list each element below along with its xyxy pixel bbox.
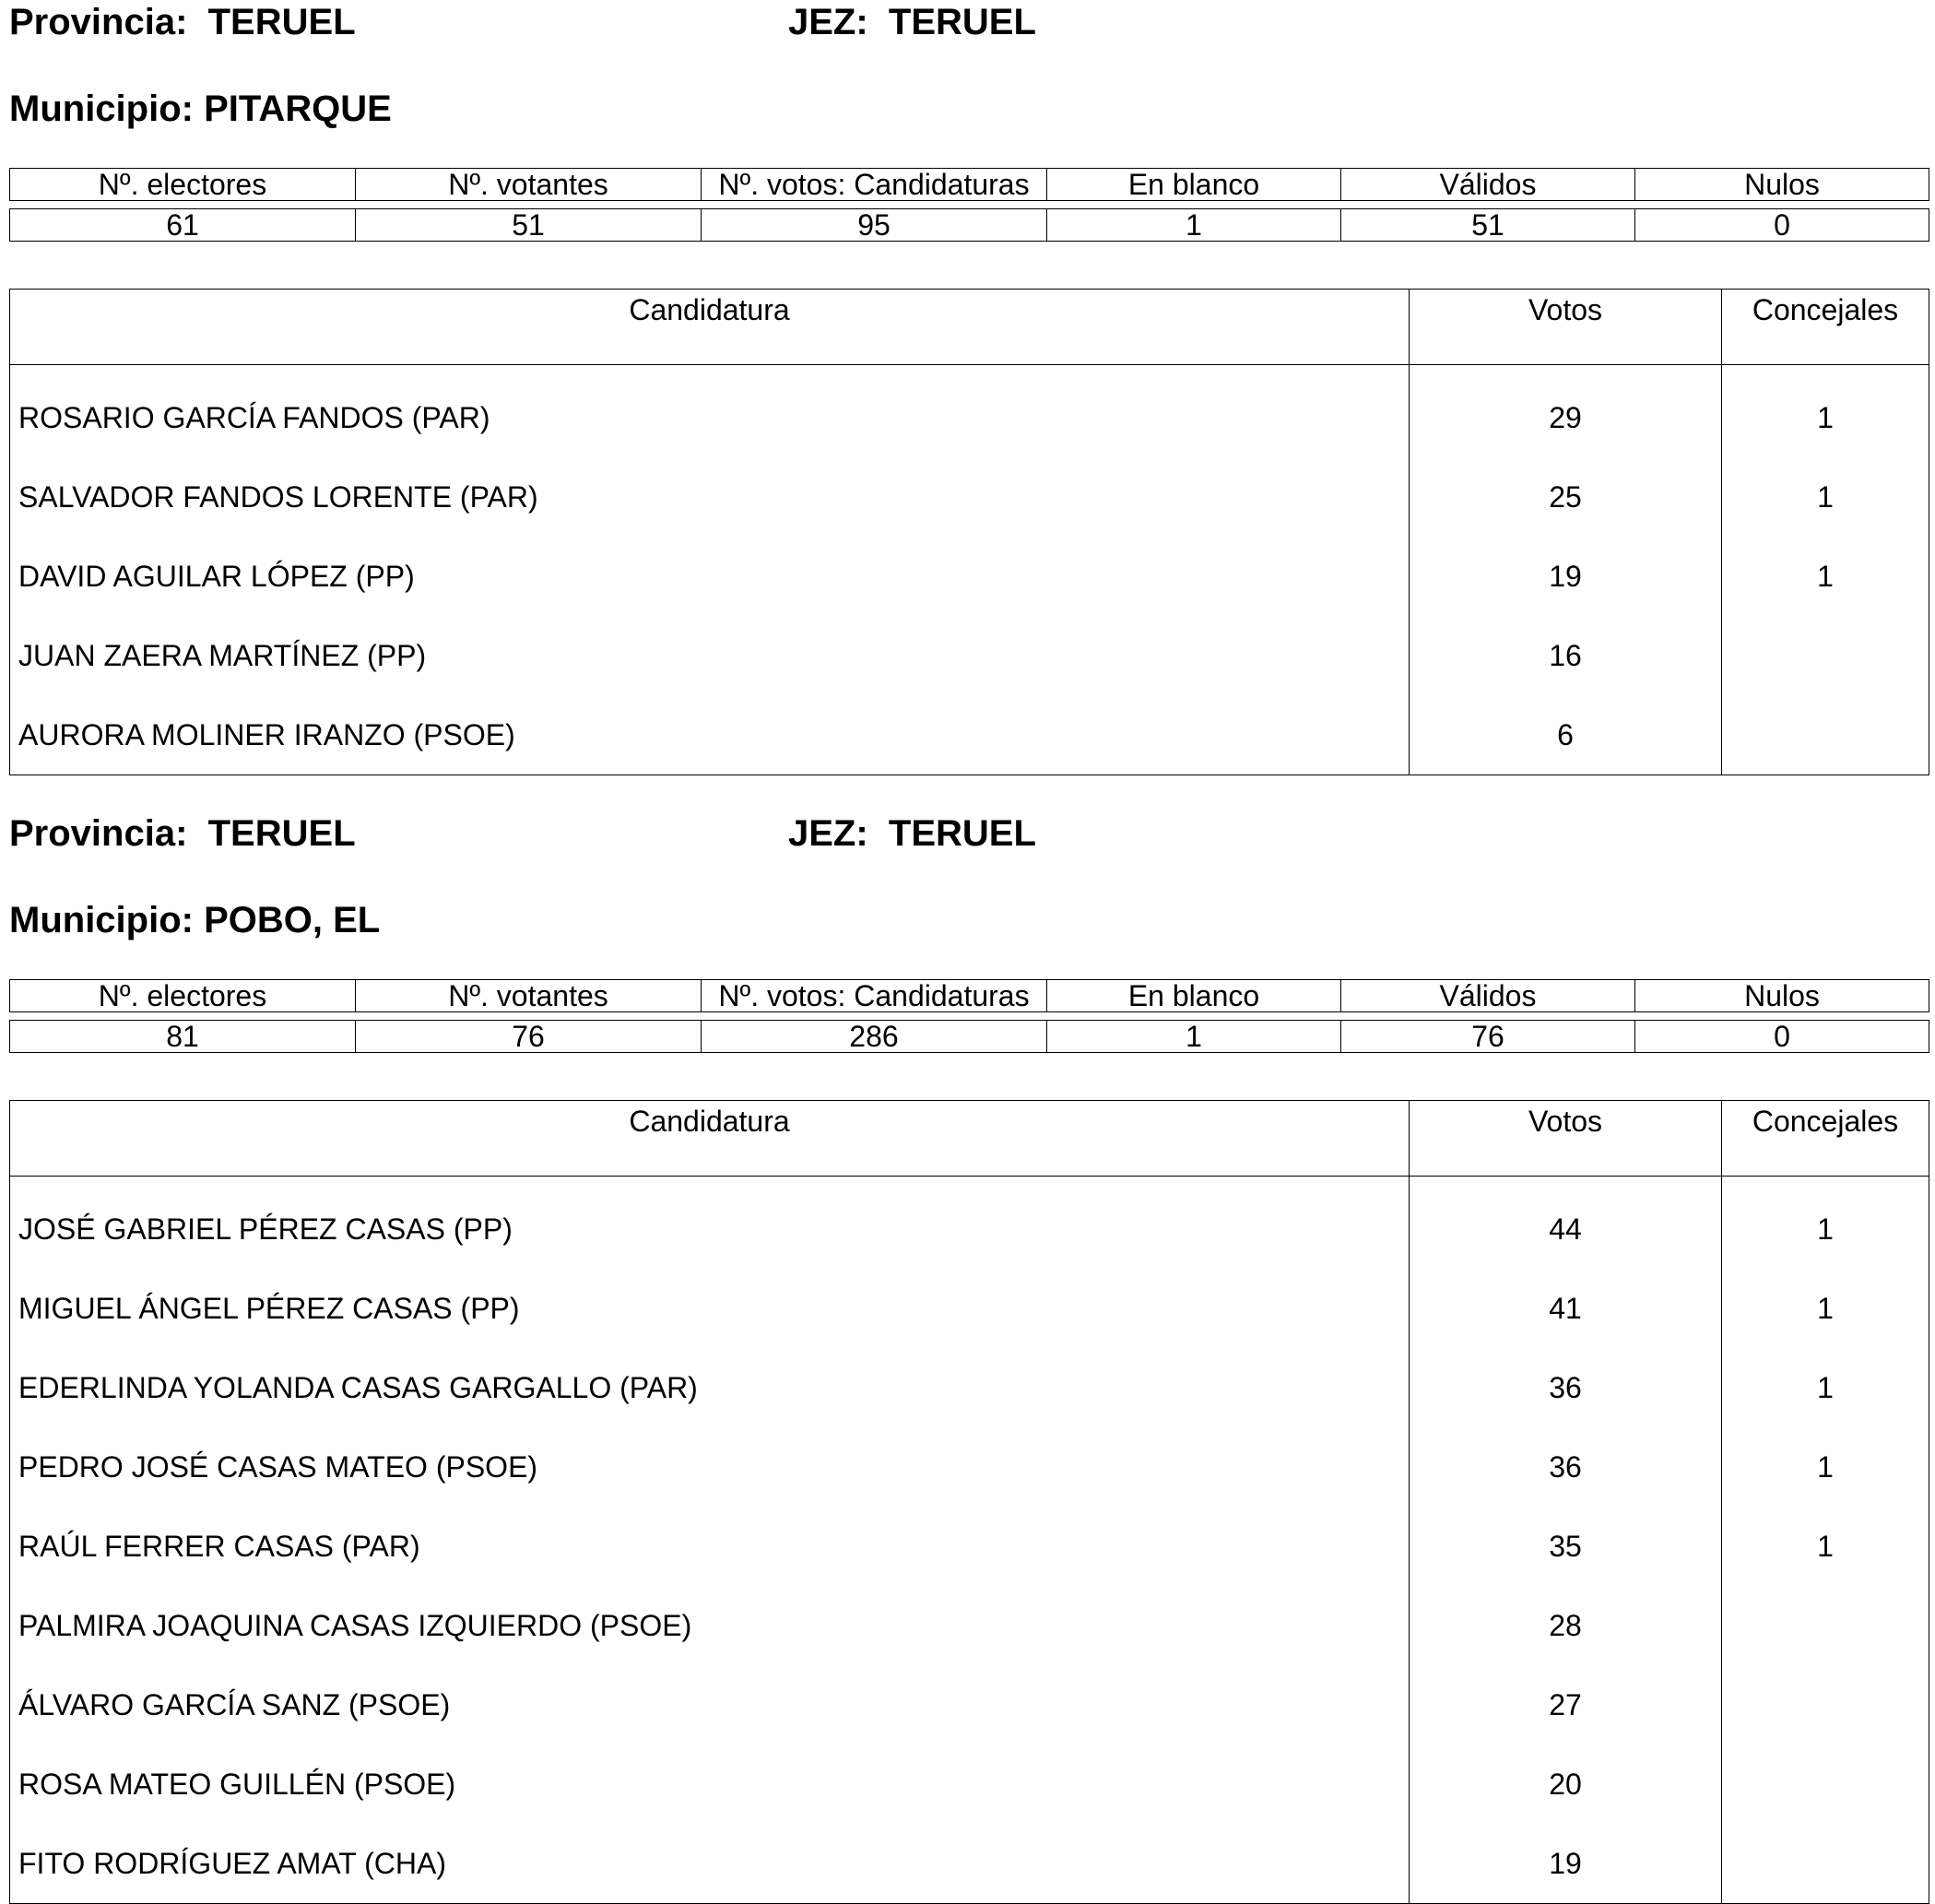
summary-value: 0 xyxy=(1635,209,1929,242)
candidate-votos: 19 xyxy=(1410,537,1722,616)
summary-values-row xyxy=(10,1021,1929,1053)
candidatura-header: Candidatura xyxy=(10,290,1410,365)
candidate-concejales xyxy=(1722,695,1929,775)
candidates-table xyxy=(9,1100,1929,1904)
summary-value: 76 xyxy=(356,1021,702,1053)
table-row xyxy=(10,1348,1929,1427)
candidate-concejales xyxy=(1722,1744,1929,1824)
table-row xyxy=(10,695,1929,775)
summary-header: En blanco xyxy=(1047,980,1341,1012)
summary-value: 61 xyxy=(10,209,356,242)
summary-value: 1 xyxy=(1047,209,1341,242)
summary-header: Nº. electores xyxy=(10,980,356,1012)
summary-value: 51 xyxy=(1341,209,1635,242)
candidate-concejales: 1 xyxy=(1722,1269,1929,1348)
jez-heading: JEZ: TERUEL xyxy=(788,2,1036,42)
summary-header: Nulos xyxy=(1635,980,1929,1012)
summary-header-row xyxy=(10,169,1929,201)
summary-value: 286 xyxy=(702,1021,1047,1053)
table-row xyxy=(10,1824,1929,1904)
candidate-votos: 41 xyxy=(1410,1269,1722,1348)
candidate-concejales xyxy=(1722,616,1929,695)
candidate-name: EDERLINDA YOLANDA CASAS GARGALLO (PAR) xyxy=(10,1348,1410,1427)
candidate-votos: 20 xyxy=(1410,1744,1722,1824)
candidates-table xyxy=(9,289,1929,775)
candidate-votos: 44 xyxy=(1410,1177,1722,1270)
table-row xyxy=(10,616,1929,695)
candidate-votos: 36 xyxy=(1410,1427,1722,1507)
summary-table xyxy=(9,168,1929,242)
summary-header: Nulos xyxy=(1635,169,1929,201)
candidate-name: JUAN ZAERA MARTÍNEZ (PP) xyxy=(10,616,1410,695)
table-row xyxy=(10,365,1929,458)
table-row xyxy=(10,1586,1929,1665)
summary-header: Válidos xyxy=(1341,169,1635,201)
candidate-votos: 16 xyxy=(1410,616,1722,695)
provincia-heading: Provincia: TERUEL xyxy=(9,2,356,42)
candidate-votos: 29 xyxy=(1410,365,1722,458)
candidatura-header: Candidatura xyxy=(10,1101,1410,1177)
concejales-header: Concejales xyxy=(1722,290,1929,365)
candidate-name: ROSARIO GARCÍA FANDOS (PAR) xyxy=(10,365,1410,458)
candidates-header-row xyxy=(10,290,1929,365)
municipio-heading: Municipio: POBO, EL xyxy=(9,900,381,940)
candidate-votos: 36 xyxy=(1410,1348,1722,1427)
summary-header: En blanco xyxy=(1047,169,1341,201)
summary-header: Nº. electores xyxy=(10,169,356,201)
candidate-name: ROSA MATEO GUILLÉN (PSOE) xyxy=(10,1744,1410,1824)
table-row xyxy=(10,457,1929,537)
candidate-votos: 19 xyxy=(1410,1824,1722,1904)
summary-value: 95 xyxy=(702,209,1047,242)
candidate-name: ÁLVARO GARCÍA SANZ (PSOE) xyxy=(10,1665,1410,1744)
summary-value: 81 xyxy=(10,1021,356,1053)
summary-value: 0 xyxy=(1635,1021,1929,1053)
candidate-concejales: 1 xyxy=(1722,457,1929,537)
candidate-name: MIGUEL ÁNGEL PÉREZ CASAS (PP) xyxy=(10,1269,1410,1348)
candidate-concejales: 1 xyxy=(1722,537,1929,616)
summary-values-row xyxy=(10,209,1929,242)
jez-heading: JEZ: TERUEL xyxy=(788,813,1036,854)
table-row xyxy=(10,1665,1929,1744)
candidate-name: PEDRO JOSÉ CASAS MATEO (PSOE) xyxy=(10,1427,1410,1507)
votos-header: Votos xyxy=(1410,1101,1722,1177)
candidate-votos: 25 xyxy=(1410,457,1722,537)
summary-header: Nº. votantes xyxy=(356,980,702,1012)
votos-header: Votos xyxy=(1410,290,1722,365)
candidate-votos: 6 xyxy=(1410,695,1722,775)
table-row xyxy=(10,1177,1929,1270)
concejales-header: Concejales xyxy=(1722,1101,1929,1177)
candidate-concejales: 1 xyxy=(1722,1507,1929,1586)
table-row xyxy=(10,537,1929,616)
table-row xyxy=(10,1507,1929,1586)
summary-value: 1 xyxy=(1047,1021,1341,1053)
summary-header: Nº. votos: Candidaturas xyxy=(702,980,1047,1012)
candidate-concejales xyxy=(1722,1586,1929,1665)
summary-header: Nº. votantes xyxy=(356,169,702,201)
table-row xyxy=(10,1744,1929,1824)
summary-value: 76 xyxy=(1341,1021,1635,1053)
candidate-name: FITO RODRÍGUEZ AMAT (CHA) xyxy=(10,1824,1410,1904)
candidate-concejales: 1 xyxy=(1722,1177,1929,1270)
candidate-name: JOSÉ GABRIEL PÉREZ CASAS (PP) xyxy=(10,1177,1410,1270)
table-row xyxy=(10,1269,1929,1348)
summary-table xyxy=(9,979,1929,1053)
candidate-name: SALVADOR FANDOS LORENTE (PAR) xyxy=(10,457,1410,537)
candidate-concejales xyxy=(1722,1665,1929,1744)
candidate-concejales: 1 xyxy=(1722,365,1929,458)
candidate-concejales: 1 xyxy=(1722,1348,1929,1427)
candidate-name: AURORA MOLINER IRANZO (PSOE) xyxy=(10,695,1410,775)
summary-header-row xyxy=(10,980,1929,1012)
summary-header: Nº. votos: Candidaturas xyxy=(702,169,1047,201)
candidate-name: PALMIRA JOAQUINA CASAS IZQUIERDO (PSOE) xyxy=(10,1586,1410,1665)
summary-header: Válidos xyxy=(1341,980,1635,1012)
table-row xyxy=(10,1427,1929,1507)
municipio-heading: Municipio: PITARQUE xyxy=(9,89,392,129)
candidate-votos: 28 xyxy=(1410,1586,1722,1665)
candidate-concejales xyxy=(1722,1824,1929,1904)
candidate-votos: 27 xyxy=(1410,1665,1722,1744)
candidate-name: RAÚL FERRER CASAS (PAR) xyxy=(10,1507,1410,1586)
candidate-concejales: 1 xyxy=(1722,1427,1929,1507)
summary-value: 51 xyxy=(356,209,702,242)
candidate-name: DAVID AGUILAR LÓPEZ (PP) xyxy=(10,537,1410,616)
provincia-heading: Provincia: TERUEL xyxy=(9,813,356,854)
candidates-header-row xyxy=(10,1101,1929,1177)
candidate-votos: 35 xyxy=(1410,1507,1722,1586)
